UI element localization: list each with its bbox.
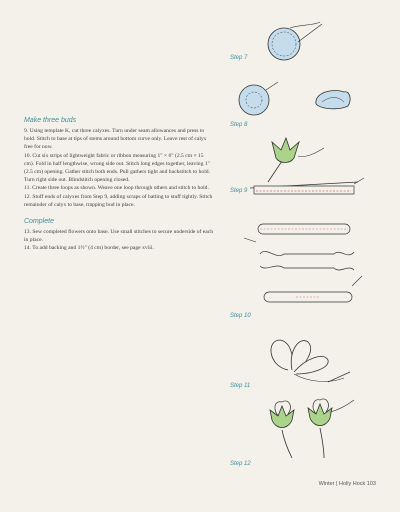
step-label-8: Step 8: [230, 122, 248, 128]
section-heading-complete: Complete: [24, 218, 54, 226]
instruction-step-12: 12. Stuff ends of calyxes from Step 9, adding scraps of batting to stuff tightly. Stitch remainder of calyx to base, trapping bud in place.: [24, 193, 213, 208]
instruction-step-10: 10. Cut six strips of lightweight fabric or ribbon measuring 1" × 6" (2.5 cm × 15 cm). Fold in half lengthwise, wrong side out. Stitch long edges together, leaving 1" (2.5 cm) opening. Gather stitch both ends. Pull gathers tight and backstitch to hold. Turn right side out. Blindstitch opening closed.: [24, 152, 210, 184]
instructions-column: [24, 117, 214, 253]
instruction-step-14: 14. To add backing and 1½" (4 cm) border, see page xviii.: [24, 245, 154, 252]
step-10-illustration: [236, 176, 374, 312]
step-label-10: Step 10: [230, 313, 251, 319]
instruction-step-11: 11. Create three loops as shown. Weave one loop through others and stitch to hold.: [24, 185, 209, 192]
step-label-11: Step 11: [230, 383, 251, 389]
step-11-illustration: [258, 330, 358, 390]
step-8-illustration: [226, 78, 376, 122]
instruction-step-9: 9. Using template K, cut three calyxes. Turn under seam allowances and press to hold. Stitch to base at tips of stems around bottom curve only. Leave rest of calyx free for now.: [24, 128, 207, 151]
step-label-9: Step 9: [230, 188, 248, 194]
page-footer: Winter | Holly Hock 103: [318, 481, 376, 487]
instruction-step-13: 13. Sew completed flowers onto base. Use small stitches to secure underside of each in place.: [24, 229, 214, 244]
step-12-illustration: [258, 396, 358, 462]
step-label-12: Step 12: [230, 461, 251, 467]
step-label-7: Step 7: [230, 55, 248, 61]
step-7-illustration: [262, 20, 332, 68]
section-heading-make-buds: Make three buds: [24, 117, 77, 124]
